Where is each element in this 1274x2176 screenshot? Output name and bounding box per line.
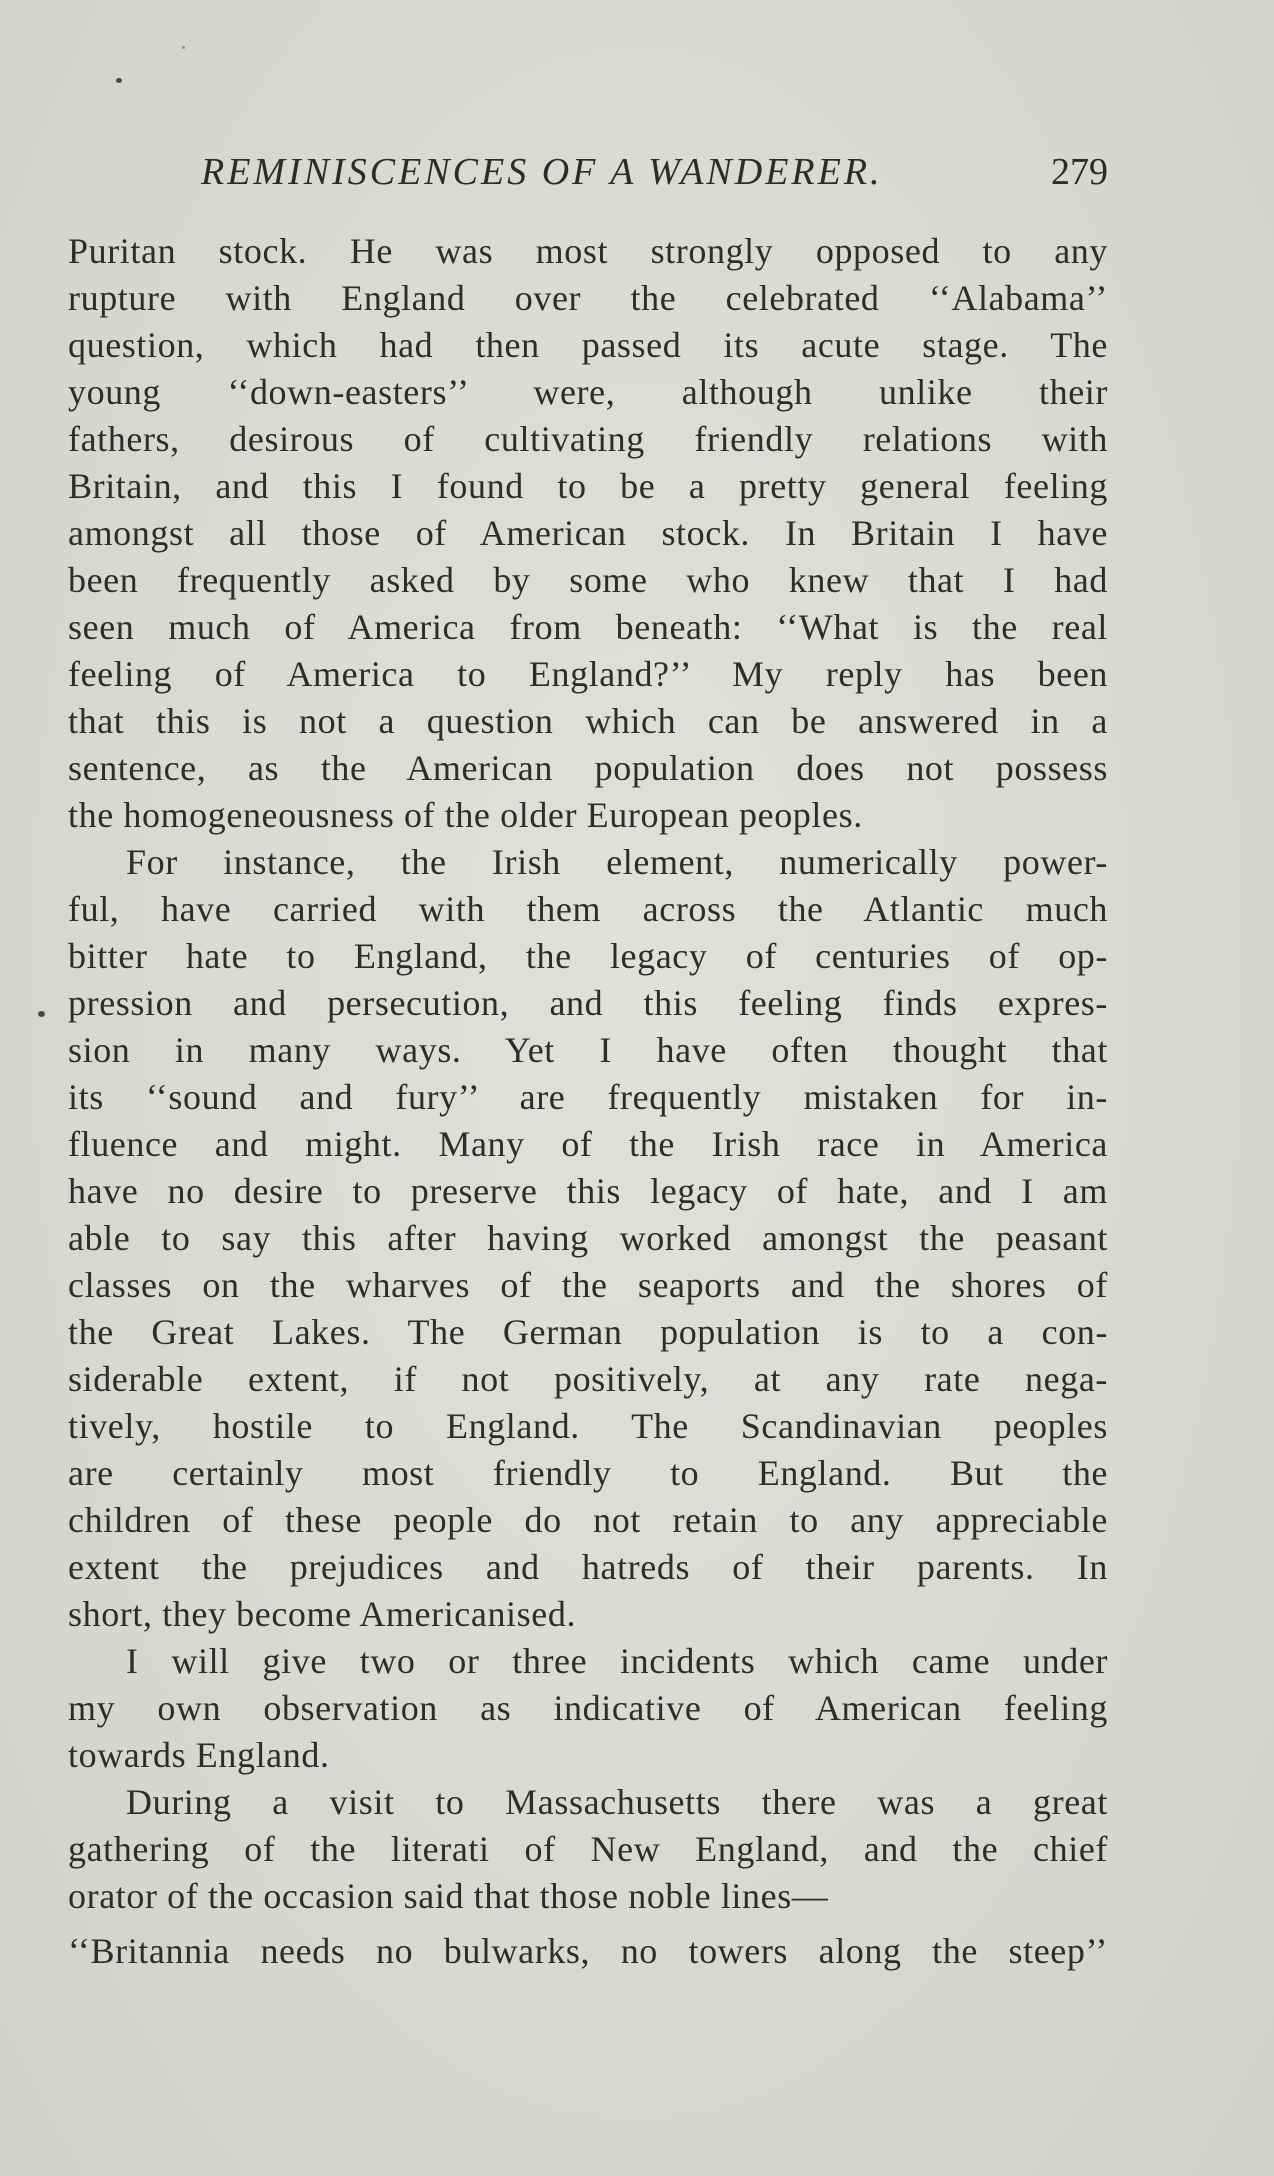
text-line: tively, hostile to England. The Scandinavian peoples — [68, 1406, 1108, 1446]
text-line: orator of the occasion said that those noble lines— — [68, 1876, 829, 1916]
paragraph — [68, 839, 1108, 1638]
text-line: towards England. — [68, 1735, 330, 1775]
text-line: bitter hate to England, the legacy of centuries of op- — [68, 936, 1108, 976]
text-line: the homogeneousness of the older European peoples. — [68, 795, 863, 835]
quoted-verse-line: ‘‘Britannia needs no bulwarks, no towers along the steep’’ — [68, 1931, 1108, 1971]
text-line: amongst all those of American stock. In Britain I have — [68, 513, 1108, 553]
text-line: seen much of America from beneath: ‘‘What is the real — [68, 607, 1108, 647]
text-line: classes on the wharves of the seaports and the shores of — [68, 1265, 1108, 1305]
text-line: question, which had then passed its acute stage. The — [68, 325, 1108, 365]
text-line: I will give two or three incidents which came under — [126, 1641, 1108, 1681]
text-line: gathering of the literati of New England, and the chief — [68, 1829, 1108, 1869]
text-line: pression and persecution, and this feeling finds expres- — [68, 983, 1108, 1023]
body-text — [68, 228, 1108, 1975]
text-line: sion in many ways. Yet I have often thought that — [68, 1030, 1108, 1070]
text-line: that this is not a question which can be answered in a — [68, 701, 1108, 741]
text-line: children of these people do not retain to any appreciable — [68, 1500, 1108, 1540]
text-line: sentence, as the American population does not possess — [68, 748, 1108, 788]
text-line: siderable extent, if not positively, at any rate nega- — [68, 1359, 1108, 1399]
text-line: feeling of America to England?’’ My reply has been — [68, 654, 1108, 694]
text-line: Britain, and this I found to be a pretty general feeling — [68, 466, 1108, 506]
text-line: extent the prejudices and hatreds of their parents. In — [68, 1547, 1108, 1587]
page-number: 279 — [1051, 151, 1108, 193]
paragraph — [68, 1638, 1108, 1779]
print-speck — [182, 46, 185, 49]
text-line: rupture with England over the celebrated ‘‘Alabama’’ — [68, 278, 1108, 318]
text-line: During a visit to Massachusetts there was a great — [126, 1782, 1108, 1822]
text-line: short, they become Americanised. — [68, 1594, 577, 1634]
text-line: the Great Lakes. The German population is to a con- — [68, 1312, 1108, 1352]
paragraph — [68, 228, 1108, 839]
text-line: been frequently asked by some who knew that I had — [68, 560, 1108, 600]
text-line: ful, have carried with them across the Atlantic much — [68, 889, 1108, 929]
print-speck — [38, 1011, 45, 1017]
running-title: REMINISCENCES OF A WANDERER. — [201, 151, 883, 193]
paragraph — [68, 1779, 1108, 1920]
text-line: Puritan stock. He was most strongly opposed to any — [68, 231, 1108, 271]
text-line: my own observation as indicative of American feeling — [68, 1688, 1108, 1728]
text-line: able to say this after having worked amongst the peasant — [68, 1218, 1108, 1258]
text-line: young ‘‘down-easters’’ were, although unlike their — [68, 372, 1108, 412]
text-line: For instance, the Irish element, numerically power- — [126, 842, 1108, 882]
text-line: its ‘‘sound and fury’’ are frequently mistaken for in- — [68, 1077, 1108, 1117]
text-line: are certainly most friendly to England. But the — [68, 1453, 1108, 1493]
page-header — [68, 150, 1108, 200]
text-line: have no desire to preserve this legacy of hate, and I am — [68, 1171, 1108, 1211]
text-line: fluence and might. Many of the Irish race in America — [68, 1124, 1108, 1164]
print-speck — [116, 78, 122, 83]
text-line: fathers, desirous of cultivating friendly relations with — [68, 419, 1108, 459]
